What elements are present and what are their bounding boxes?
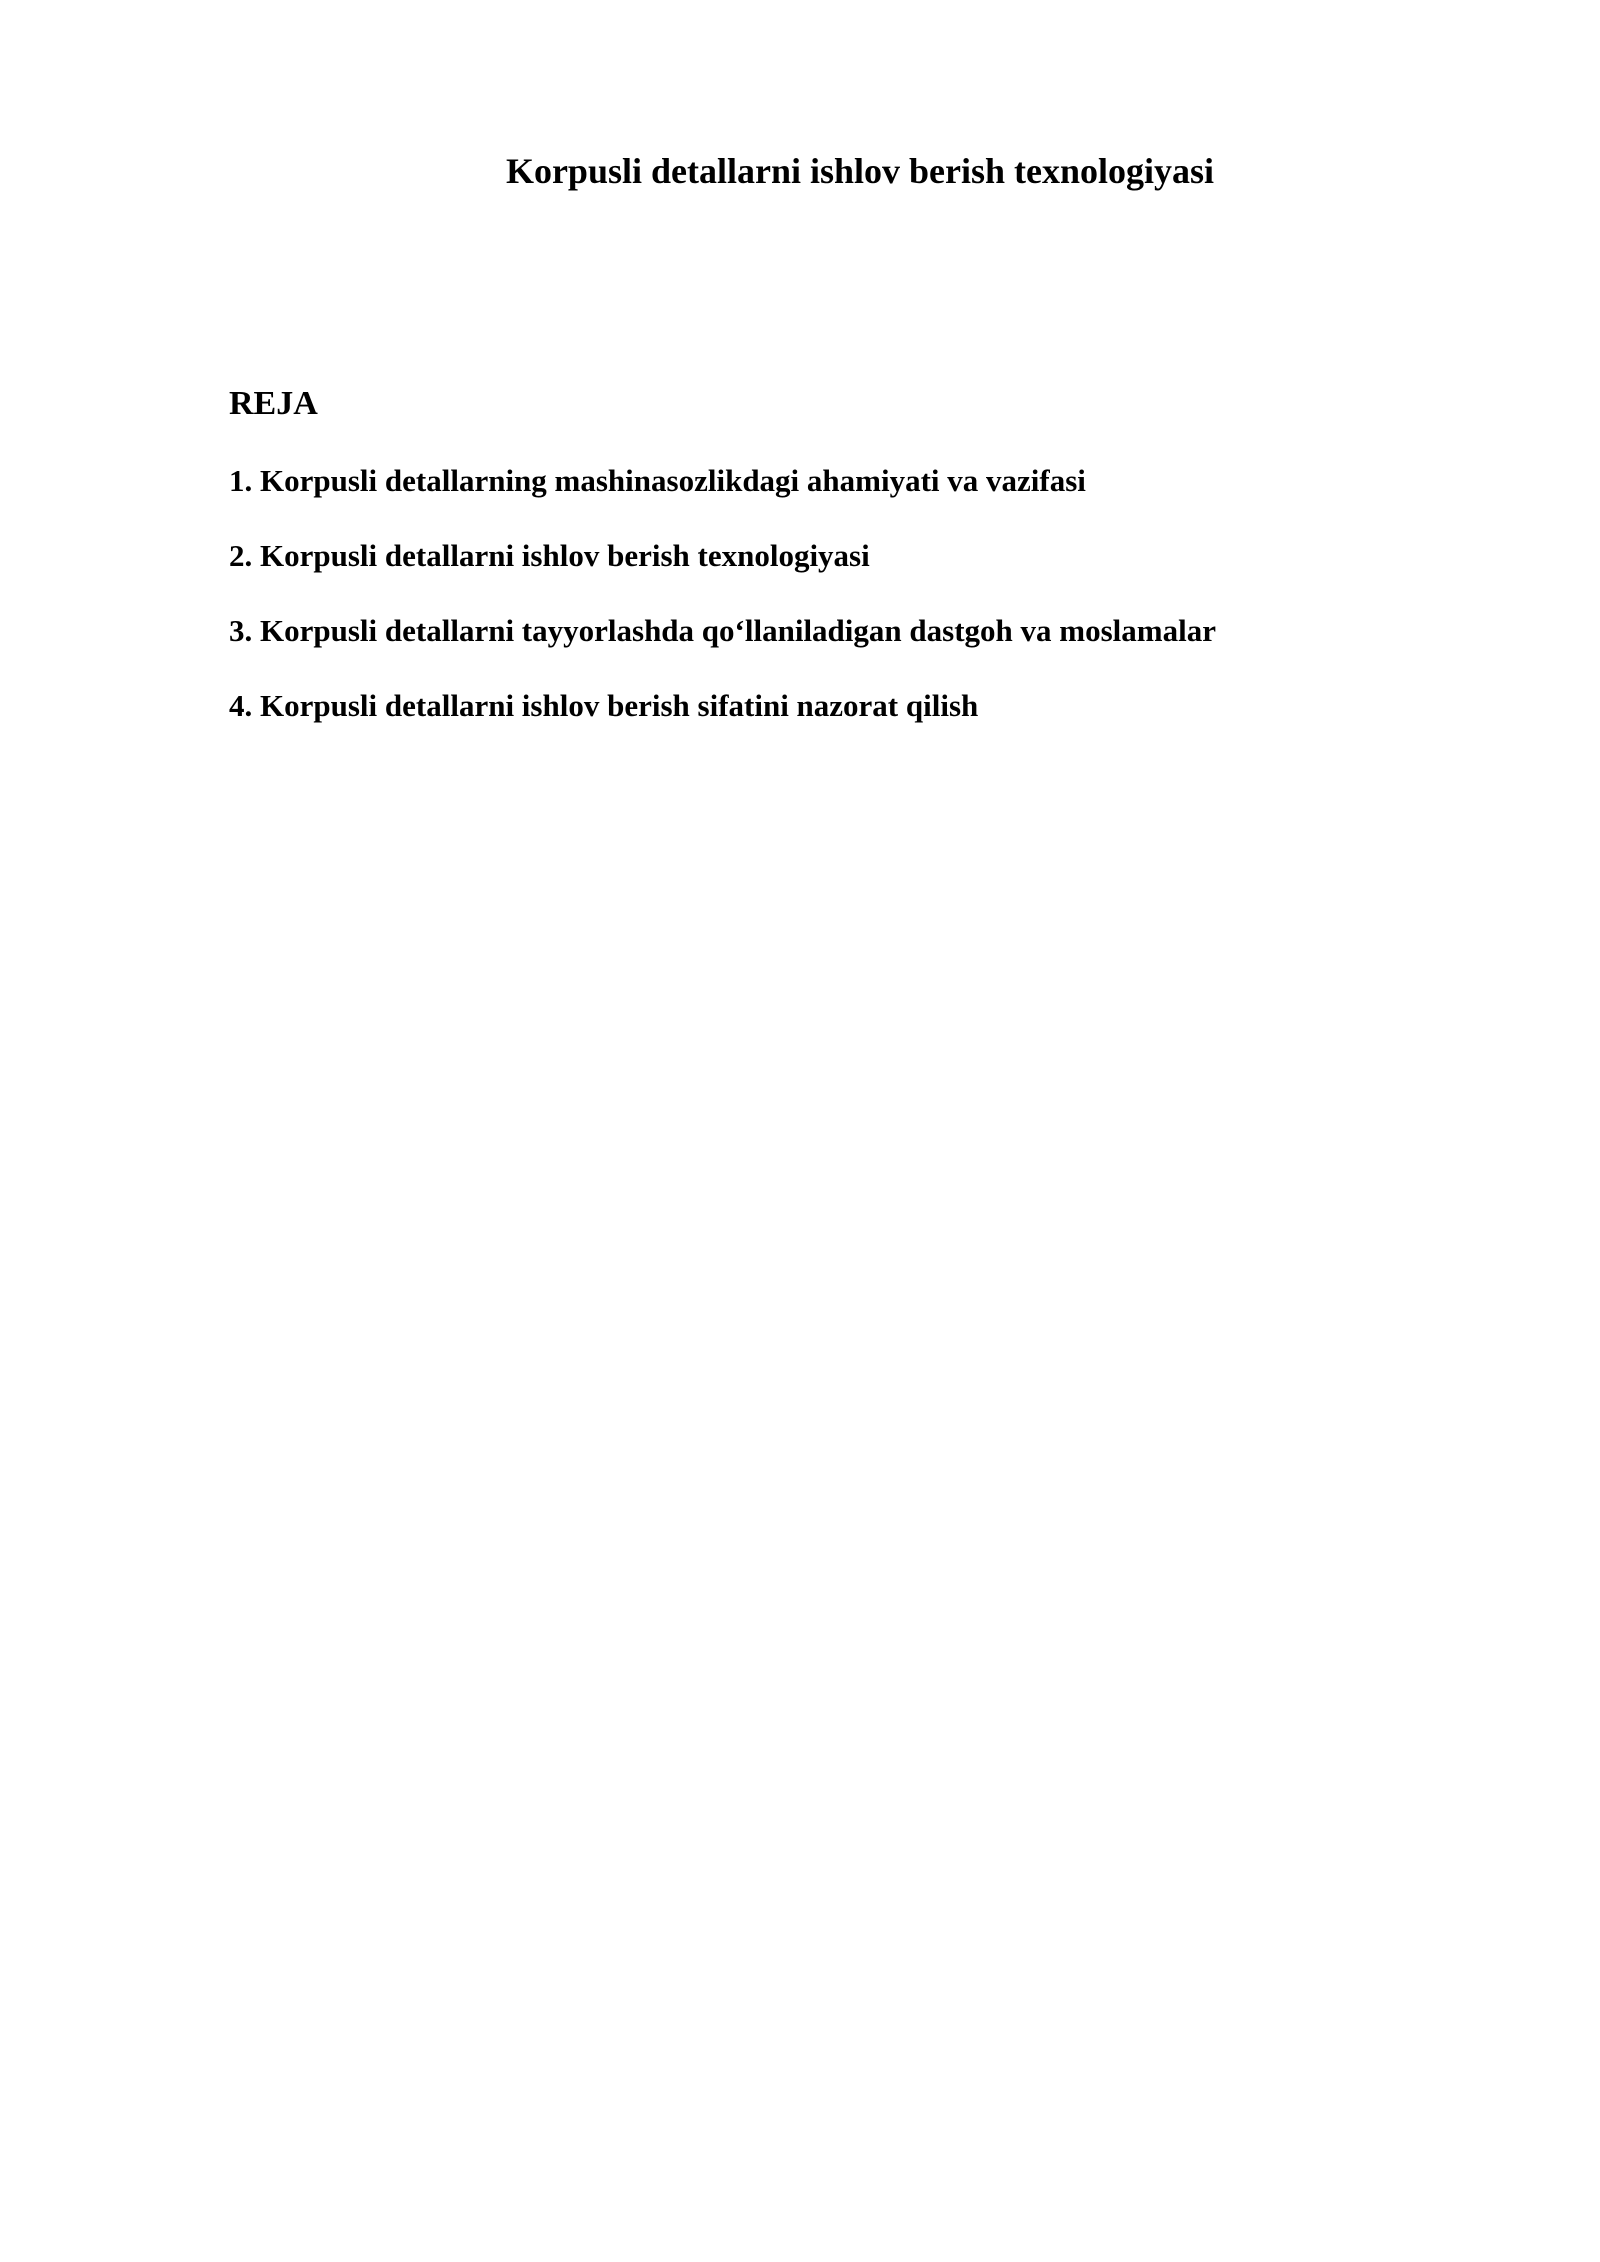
plan-item-1: 1. Korpusli detallarning mashinasozlikdagi ahamiyati va vazifasi — [229, 463, 1086, 498]
plan-heading: REJA — [229, 385, 318, 422]
plan-item-2: 2. Korpusli detallarni ishlov berish texnologiyasi — [229, 538, 870, 573]
plan-list — [229, 462, 1216, 762]
plan-item-3: 3. Korpusli detallarni tayyorlashda qo‘llaniladigan dastgoh va moslamalar — [229, 613, 1216, 648]
plan-item-4: 4. Korpusli detallarni ishlov berish sifatini nazorat qilish — [229, 688, 979, 723]
document-title: Korpusli detallarni ishlov berish texnologiyasi — [505, 151, 1215, 191]
